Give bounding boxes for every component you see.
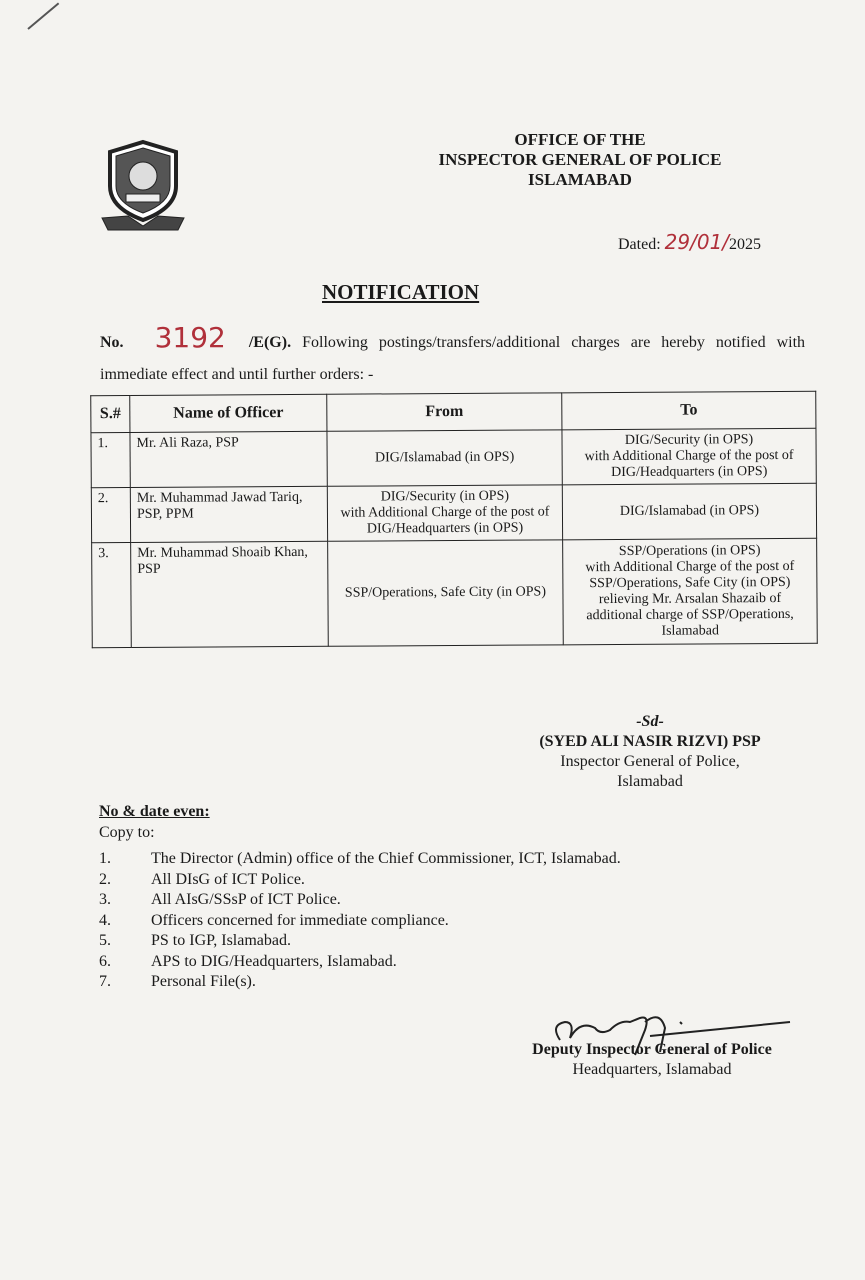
cell-to [563,538,818,645]
no-date-even: No & date even: [99,803,210,820]
notification-ref: /E(G). [248,334,292,351]
notification-title: NOTIFICATION [322,280,480,304]
office-line-2: INSPECTOR GENERAL OF POLICE [438,150,722,169]
item-number: 7. [99,973,111,990]
item-text: The Director (Admin) office of the Chief Commissioner, ICT, Islamabad. [151,850,621,867]
item-number: 5. [99,932,111,949]
cell-from-line: DIG/Security (in OPS) [380,488,510,505]
notification-number: 3192 [154,321,226,354]
item-number: 3. [99,891,111,908]
office-line-3: ISLAMABAD [528,170,632,189]
list-item [99,952,621,973]
dated-label: Dated: [618,236,661,253]
list-item [99,931,621,952]
dated-year: 2025 [729,236,762,253]
copy-list [99,849,621,993]
cell-from: DIG/Islamabad (in OPS) [327,430,562,486]
igp-signature-block [520,712,780,792]
pen-mark [27,3,59,30]
cell-from-line: DIG/Headquarters (in OPS) [366,520,524,537]
police-badge-logo [98,138,188,233]
cell-name: Mr. Ali Raza, PSP [130,431,327,487]
item-text: APS to DIG/Headquarters, Islamabad. [151,952,397,970]
cell-name: Mr. Muhammad Shoaib Khan, PSP [131,541,329,647]
table-row [91,428,816,487]
item-text: Officers concerned for immediate compliance. [151,911,449,929]
cell-to-line: additional charge of SSP/Operations, [586,606,794,624]
dated-line [618,230,761,254]
header-sn: S.# [91,395,130,432]
item-text: Personal File(s). [151,973,256,990]
list-item [99,870,621,891]
office-line-1: OFFICE OF THE [514,130,646,149]
postings-table [90,391,818,648]
no-label: No. [100,334,124,351]
dig-place: Headquarters, Islamabad [572,1061,732,1078]
notification-body: Following postings/transfers/additional charges are hereby notified with immediate effect and until further orders: - [100,334,806,383]
list-item [99,911,621,932]
office-header [420,130,740,190]
header-from: From [327,393,562,431]
dig-signature-block [517,1040,787,1080]
item-text: All DIsG of ICT Police. [151,870,305,888]
cell-sn: 3. [92,542,132,647]
cell-to-line: Islamabad [661,623,719,639]
cell-from: SSP/Operations, Safe City (in OPS) [328,540,564,646]
cell-to-line: SSP/Operations, Safe City (in OPS) [589,574,791,592]
notification-paragraph [100,322,805,391]
signatory-place: Islamabad [617,773,683,790]
list-item [99,849,621,870]
item-text: PS to IGP, Islamabad. [151,932,291,949]
header-to: To [562,391,816,430]
cell-sn: 2. [91,487,130,542]
copy-to-section [99,802,621,993]
signed-mark: -Sd- [636,713,664,730]
cell-to-line: DIG/Headquarters (in OPS) [611,464,768,481]
cell-to-line: with Additional Charge of the post of [585,558,795,576]
table-row [92,538,818,647]
header-name: Name of Officer [130,394,327,432]
dig-title: Deputy Inspector General of Police [532,1041,772,1058]
cell-to: DIG/Islamabad (in OPS) [562,483,816,540]
cell-from [327,485,562,541]
signatory-title: Inspector General of Police, [560,753,740,770]
cell-sn: 1. [91,432,130,487]
cell-to-line: DIG/Security (in OPS) [624,432,754,448]
item-number: 4. [99,911,111,929]
cell-from-line: with Additional Charge of the post of [340,504,550,521]
cell-to-line: relieving Mr. Arsalan Shazaib of [598,591,782,608]
table-row [91,483,816,542]
item-number: 2. [99,870,111,888]
cell-to-line: with Additional Charge of the post of [584,447,794,465]
list-item [99,890,621,911]
dated-handwritten: 29/01/ [664,230,730,254]
item-number: 6. [99,952,111,970]
signatory-name: (SYED ALI NASIR RIZVI) PSP [539,733,761,750]
cell-to-line: SSP/Operations (in OPS) [618,543,761,559]
cell-name: Mr. Muhammad Jawad Tariq, PSP, PPM [130,486,327,542]
cell-to [562,428,816,485]
table-header-row [91,391,816,432]
list-item [99,972,621,993]
copy-to-label: Copy to: [99,823,155,841]
item-number: 1. [99,850,111,867]
item-text: All AIsG/SSsP of ICT Police. [151,891,341,908]
